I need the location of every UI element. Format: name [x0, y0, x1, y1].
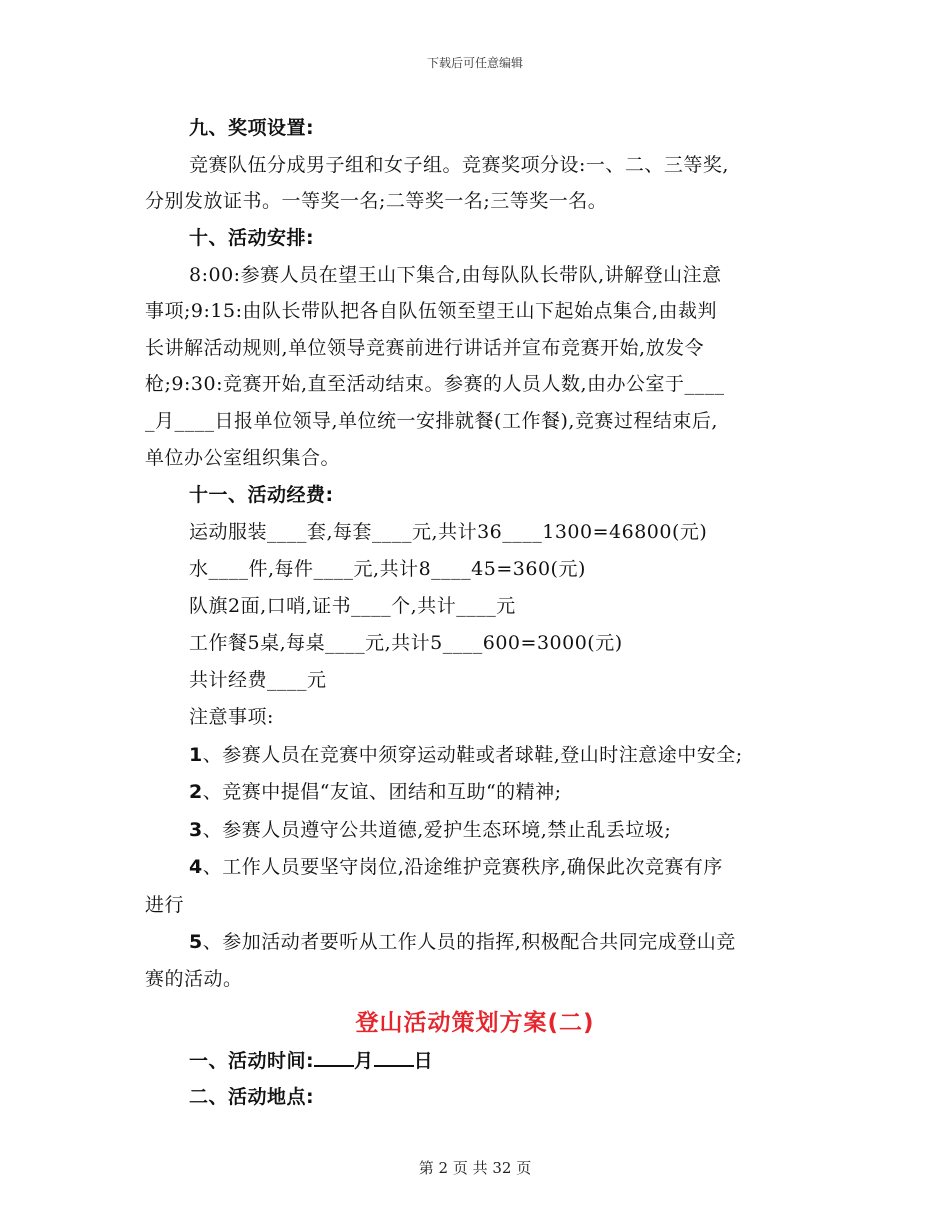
note-text: 、工作人员要坚守岗位,沿途维护竞赛秩序,确保此次竞赛有序 — [202, 856, 723, 878]
note-text: 、参加活动者要听从工作人员的指挥,积极配合共同完成登山竞 — [202, 931, 736, 953]
month-label: 月 — [354, 1050, 374, 1072]
expense-line: 工作餐5桌,每桌____元,共计5____600=3000(元) — [189, 632, 623, 654]
day-label: 日 — [413, 1050, 434, 1072]
page-number: 第 2 页 共 32 页 — [418, 1159, 532, 1177]
section-10-heading: 十、活动安排: — [189, 227, 315, 249]
section-10-line: _月____日报单位领导,单位统一安排就餐(工作餐),竞赛过程结束后, — [145, 410, 718, 432]
expense-line: 运动服装____套,每套____元,共计36____1300=46800(元) — [189, 521, 708, 543]
section-10-line: 8:00:参赛人员在望王山下集合,由每队队长带队,讲解登山注意 — [189, 264, 722, 286]
note-number: 1 — [189, 744, 203, 766]
note-item — [189, 780, 869, 804]
note-number: 5 — [189, 931, 203, 953]
note-number: 2 — [189, 781, 203, 803]
expense-line: 水____件,每件____元,共计8____45=360(元) — [189, 558, 586, 580]
item-label: 一、活动时间: — [189, 1050, 315, 1072]
section-10-line: 事项;9:15:由队长带队把各自队伍领至望王山下起始点集合,由裁判 — [145, 300, 718, 322]
note-continuation: 赛的活动。 — [145, 968, 243, 990]
note-number: 4 — [189, 856, 203, 878]
note-item — [189, 930, 869, 954]
section-10-line: 长讲解活动规则,单位领导竞赛前进行讲话并宣布竞赛开始,放发令 — [145, 337, 705, 359]
note-text: 、竞赛中提倡“友谊、团结和互助“的精神; — [202, 781, 562, 803]
header-note: 下载后可任意编辑 — [426, 56, 523, 70]
section-11-heading: 十一、活动经费: — [189, 484, 334, 506]
plan-2-item-location: 二、活动地点: — [189, 1086, 315, 1108]
blank-line — [314, 1047, 354, 1067]
note-item — [189, 855, 869, 879]
note-item — [189, 818, 869, 842]
notes-heading: 注意事项: — [189, 706, 274, 728]
plan-2-item-time — [189, 1047, 869, 1073]
section-9-heading: 九、奖项设置: — [189, 117, 315, 139]
plan-2-title: 登山活动策划方案(二) — [355, 1010, 595, 1036]
section-9-line: 分别发放证书。一等奖一名;二等奖一名;三等奖一名。 — [145, 190, 608, 212]
note-number: 3 — [189, 819, 203, 841]
note-continuation: 进行 — [145, 894, 185, 916]
section-10-line: 枪;9:30:竞赛开始,直至活动结束。参赛的人员人数,由办公室于____ — [145, 373, 725, 395]
section-9-line: 竞赛队伍分成男子组和女子组。竞赛奖项分设:一、二、三等奖, — [189, 154, 729, 176]
note-item — [189, 743, 869, 767]
expense-line: 队旗2面,口哨,证书____个,共计____元 — [189, 595, 516, 617]
expense-line: 共计经费____元 — [189, 669, 327, 691]
section-10-line: 单位办公室组织集合。 — [145, 447, 341, 469]
note-text: 、参赛人员遵守公共道德,爱护生态环境,禁止乱丢垃圾; — [202, 819, 672, 841]
note-text: 、参赛人员在竞赛中须穿运动鞋或者球鞋,登山时注意途中安全; — [202, 744, 743, 766]
blank-line — [374, 1047, 414, 1067]
